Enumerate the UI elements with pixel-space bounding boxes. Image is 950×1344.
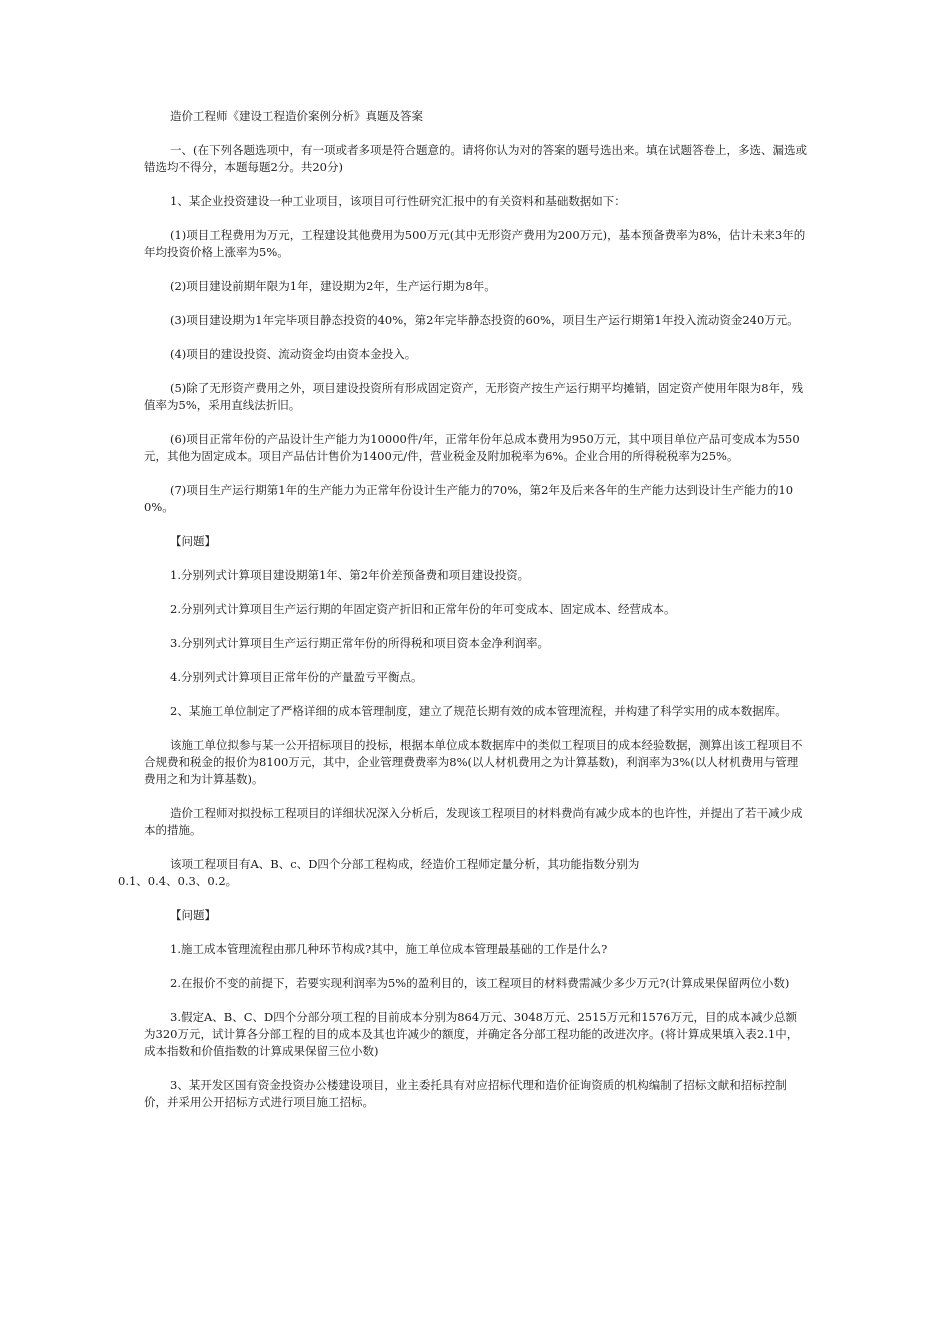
question-1-subquestion: 1.分别列式计算项目建设期第1年、第2年价差预备费和项目建设投资。 [170, 568, 530, 582]
question-1-item: (7)项目生产运行期第1年的生产能力为正常年份设计生产能力的70%，第2年及后来各年的生产能力达到设计生产能力的100%。 [144, 483, 794, 514]
document-title: 造价工程师《建设工程造价案例分析》真题及答案 [170, 109, 423, 123]
question-2-heading: 【问题】 [170, 908, 216, 922]
question-1-subquestion: 4.分别列式计算项目正常年份的产量盈亏平衡点。 [170, 670, 423, 684]
section-intro: 一、(在下列各题选项中，有一项或者多项是符合题意的。请将你认为对的答案的题号选出来。填在试题答卷上，多选、漏选或错选均不得分，本题每题2分。共20分) [144, 143, 807, 174]
question-2-paragraph: 造价工程师对拟投标工程项目的详细状况深入分析后，发现该工程项目的材料费尚有减少成本的也许性，并提出了若干减少成本的措施。 [144, 806, 803, 837]
document-page [118, 108, 808, 1111]
question-1-item: (2)项目建设前期年限为1年，建设期为2年，生产运行期为8年。 [170, 279, 496, 293]
question-1-subquestion: 3.分别列式计算项目生产运行期正常年份的所得税和项目资本金净利润率。 [170, 636, 549, 650]
question-1-item: (5)除了无形资产费用之外，项目建设投资所有形成固定资产，无形资产按生产运行期平均摊销，固定资产使用年限为8年，残值率为5%，采用直线法折旧。 [144, 381, 804, 412]
question-2-paragraph-line: 该项工程项目有A、B、c、D四个分部工程构成，经造价工程师定量分析，其功能指数分别为 [170, 857, 640, 871]
question-3-intro: 3、某开发区国有资金投资办公楼建设项目，业主委托具有对应招标代理和造价征询资质的机构编制了招标文献和招标控制价，并采用公开招标方式进行项目施工招标。 [144, 1078, 787, 1109]
question-2-paragraph: 该施工单位拟参与某一公开招标项目的投标，根据本单位成本数据库中的类似工程项目的成本经验数据，测算出该工程项目不合规费和税金的报价为8100万元，其中，企业管理费费率为8%(以人材机费用之为计算基数)，利润率为3%(以人材机费用与管理费用之和为计算基数)。 [144, 738, 803, 786]
question-1-heading: 【问题】 [170, 534, 216, 548]
question-1-item: (4)项目的建设投资、流动资金均由资本金投入。 [170, 347, 417, 361]
question-1-item: (6)项目正常年份的产品设计生产能力为10000件/年，正常年份年总成本费用为950万元，其中项目单位产品可变成本为550元，其他为固定成本。项目产品估计售价为1400元/件，营业税金及附加税率为6%。企业合用的所得税税率为25%。 [144, 432, 800, 463]
question-2-subquestion: 1.施工成本管理流程由那几种环节构成?其中，施工单位成本管理最基础的工作是什么? [170, 942, 608, 956]
question-1-item: (3)项目建设期为1年完毕项目静态投资的40%，第2年完毕静态投资的60%，项目生产运行期第1年投入流动资金240万元。 [170, 313, 799, 327]
question-2-paragraph [118, 856, 808, 890]
question-1-item: (1)项目工程费用为万元，工程建设其他费用为500万元(其中无形资产费用为200万元)，基本预备费率为8%，估计未来3年的年均投资价格上涨率为5%。 [144, 228, 806, 259]
question-1-subquestion: 2.分别列式计算项目生产运行期的年固定资产折旧和正常年份的年可变成本、固定成本、经营成本。 [170, 602, 676, 616]
question-2-subquestion: 2.在报价不变的前提下，若要实现利润率为5%的盈利目的，该工程项目的材料费需减少多少万元?(计算成果保留两位小数) [170, 976, 790, 990]
question-2-paragraph-line: 0.1、0.4、0.3、0.2。 [118, 874, 238, 888]
question-2-intro: 2、某施工单位制定了严格详细的成本管理制度，建立了规范长期有效的成本管理流程，并构建了科学实用的成本数据库。 [170, 704, 787, 718]
question-2-subquestion: 3.假定A、B、C、D四个分部分项工程的目前成本分别为864万元、3048万元、2515万元和1576万元，目的成本减少总额为320万元，试计算各分部工程的目的成本及其也许减少的额度，并确定各分部工程功能的改进次序。(将计算成果填入表2.1中，成本指数和价值指数的计算成果保留三位小数) [144, 1010, 799, 1058]
question-1-intro: 1、某企业投资建设一种工业项目，该项目可行性研究汇报中的有关资料和基础数据如下： [170, 194, 626, 208]
